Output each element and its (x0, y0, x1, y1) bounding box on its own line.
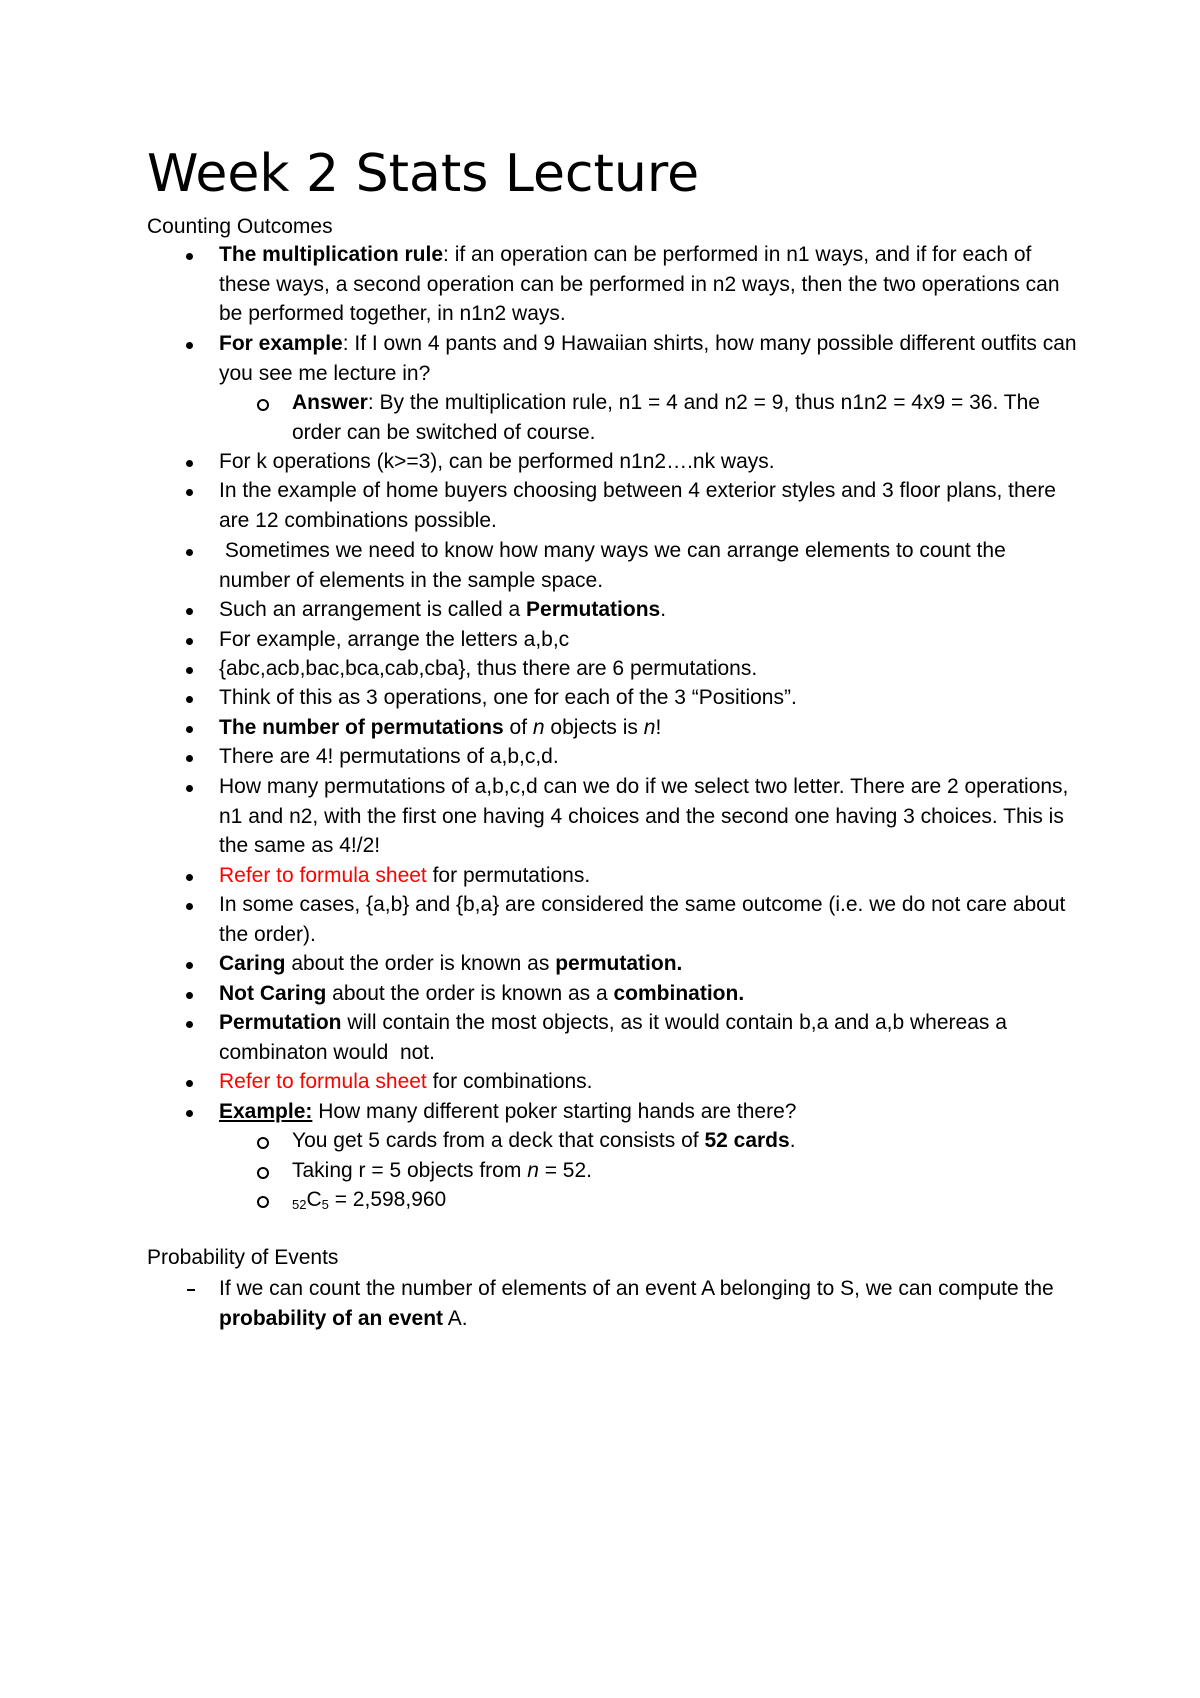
bullet-icon (186, 755, 193, 762)
bullet-icon (186, 785, 193, 792)
list-item: For example: If I own 4 pants and 9 Hawaiian shirts, how many possible different outfits can you see me lecture in? (219, 329, 1079, 388)
bullet-icon (186, 874, 193, 881)
sub-list-item: Taking r = 5 objects from n = 52. (292, 1156, 1082, 1186)
bullet-icon (186, 460, 193, 467)
list-item: The number of permutations of n objects is n! (219, 713, 1079, 743)
bullet-icon (186, 549, 193, 556)
list-item: For example, arrange the letters a,b,c (219, 625, 1079, 655)
bullet-icon (186, 253, 193, 260)
list-item: Not Caring about the order is known as a combination. (219, 979, 1079, 1009)
list-item: In some cases, {a,b} and {b,a} are considered the same outcome (i.e. we do not care about the order). (219, 890, 1079, 949)
bullet-icon (186, 667, 193, 674)
bullet-icon (186, 1080, 193, 1087)
list-item: How many permutations of a,b,c,d can we do if we select two letter. There are 2 operations, n1 and n2, with the first one having 4 choices and the second one having 3 choices. This is the same as 4!/2! (219, 772, 1079, 861)
sub-list-item: You get 5 cards from a deck that consists of 52 cards. (292, 1126, 1082, 1156)
bullet-icon (186, 638, 193, 645)
page-title: Week 2 Stats Lecture (147, 144, 700, 204)
dash-bullet-icon (187, 1289, 195, 1291)
bullet-icon (186, 489, 193, 496)
list-item: If we can count the number of elements of an event A belonging to S, we can compute the probability of an event A. (219, 1274, 1079, 1333)
bullet-icon (186, 342, 193, 349)
bullet-icon (186, 608, 193, 615)
bullet-icon (186, 1021, 193, 1028)
section-heading-probability-of-events: Probability of Events (147, 1246, 339, 1269)
sub-list-item: Answer: By the multiplication rule, n1 = 4 and n2 = 9, thus n1n2 = 4x9 = 36. The order can be switched of course. (292, 388, 1082, 447)
list-item: Example: How many different poker starting hands are there? (219, 1097, 1079, 1127)
list-item: For k operations (k>=3), can be performed n1n2….nk ways. (219, 447, 1079, 477)
list-item: The multiplication rule: if an operation can be performed in n1 ways, and if for each of these ways, a second operation can be performed in n2 ways, then the two operations can be performed together, in n1n2 ways. (219, 240, 1079, 329)
hollow-bullet-icon (257, 399, 269, 411)
hollow-bullet-icon (257, 1137, 269, 1149)
list-item: Caring about the order is known as permutation. (219, 949, 1079, 979)
hollow-bullet-icon (257, 1196, 269, 1208)
list-item: {abc,acb,bac,bca,cab,cba}, thus there are 6 permutations. (219, 654, 1079, 684)
list-item: Refer to formula sheet for combinations. (219, 1067, 1079, 1097)
list-item: Think of this as 3 operations, one for each of the 3 “Positions”. (219, 683, 1079, 713)
list-item: Permutation will contain the most objects, as it would contain b,a and a,b whereas a combinaton would not. (219, 1008, 1079, 1067)
list-item: There are 4! permutations of a,b,c,d. (219, 742, 1079, 772)
bullet-icon (186, 696, 193, 703)
list-item: Refer to formula sheet for permutations. (219, 861, 1079, 891)
list-item: Sometimes we need to know how many ways we can arrange elements to count the number of elements in the sample space. (219, 536, 1079, 595)
bullet-icon (186, 992, 193, 999)
bullet-icon (186, 726, 193, 733)
section-heading-counting-outcomes: Counting Outcomes (147, 215, 333, 238)
bullet-icon (186, 962, 193, 969)
hollow-bullet-icon (257, 1167, 269, 1179)
bullet-icon (186, 1110, 193, 1117)
list-item: In the example of home buyers choosing between 4 exterior styles and 3 floor plans, there are 12 combinations possible. (219, 476, 1079, 535)
sub-list-item: 52C5 = 2,598,960 (292, 1185, 1082, 1220)
bullet-icon (186, 903, 193, 910)
list-item: Such an arrangement is called a Permutations. (219, 595, 1079, 625)
